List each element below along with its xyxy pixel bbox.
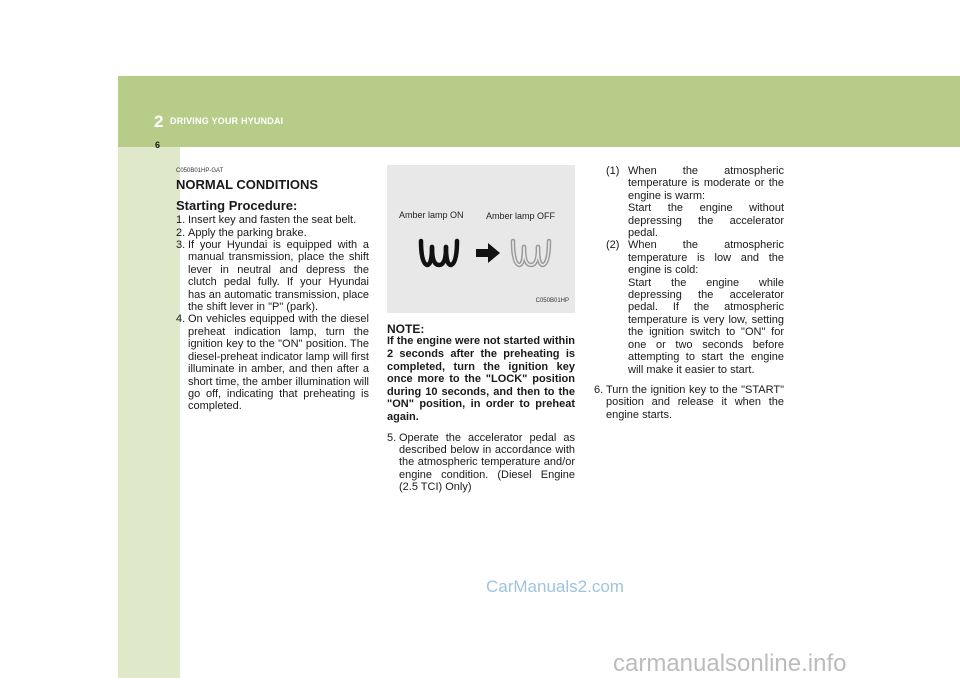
list-item: (1) When the atmospheric temperature is moderate or the engine is warm: Start the engine without depressing the accelerator pedal. (606, 165, 784, 240)
substep-condition: When the atmospheric temperature is moderate or the engine is warm: (628, 165, 784, 202)
list-item: 4. On vehicles equipped with the diesel preheat indication lamp, turn the ignition key to the "ON" position. The diesel-preheat indicator lamp will first illuminate in amber, and then after a short time, the amber illumination will go off, indicating that preheating is completed. (176, 313, 369, 413)
middle-column (387, 165, 575, 494)
side-strip (118, 147, 180, 678)
chapter-title: DRIVING YOUR HYUNDAI (170, 116, 284, 126)
step5-list (387, 432, 575, 494)
list-item: 2. Apply the parking brake. (176, 226, 307, 239)
note-title: NOTE: (387, 322, 425, 336)
substep-detail: Start the engine while depressing the accelerator pedal. If the atmospheric temperature is very low, setting the ignition switch to "ON" for one or two seconds before attempting to start the engine will make it easier to start. (628, 276, 784, 376)
list-item: (2) When the atmospheric temperature is low and the engine is cold: Start the engine while depressing the accelerator pedal. If the atmospheric temperature is very low, setting the ignition switch to "ON" for one or two seconds before attempting to start the engine will make it easier to start. (606, 239, 784, 376)
page-number: 6 (155, 140, 161, 150)
figure-caption: C050B01HP (535, 297, 569, 304)
subhead-starting-procedure: Starting Procedure: (176, 197, 298, 213)
left-column (176, 165, 369, 413)
chapter-number: 2 (154, 112, 164, 131)
label-amber-lamp-off: Amber lamp OFF (486, 211, 556, 221)
watermark-carmanuals2: CarManuals2.com (486, 577, 624, 596)
substep-detail: Start the engine without depressing the accelerator pedal. (628, 202, 784, 240)
section-code: C050B01HP-GAT (176, 168, 224, 174)
right-column (594, 165, 784, 421)
preheat-lamp-figure (387, 165, 575, 313)
note-text: If the engine were not started within 2 seconds after the preheating is completed, turn the ignition key once more to the "LOCK" position during 10 seconds, and then to the "ON" position, in order to preheat again. (387, 335, 575, 423)
substeps-list (606, 165, 784, 376)
arrow-right-icon (475, 242, 501, 264)
label-amber-lamp-on: Amber lamp ON (399, 210, 464, 220)
steps-list (176, 214, 369, 413)
watermark-carmanualsonline: carmanualsonline.info (613, 650, 847, 677)
substep-condition: When the atmospheric temperature is low and the engine is cold: (628, 239, 784, 277)
list-item: 3. If your Hyundai is equipped with a manual transmission, place the shift lever in neutral and depress the clutch pedal fully. If your Hyundai has an automatic transmission, place the shift lever in "P" (park). (176, 239, 369, 314)
list-item: 1. Insert key and fasten the seat belt. (176, 214, 357, 227)
glow-plug-lamp-off-icon (509, 237, 553, 269)
glow-plug-lamp-on-icon (417, 237, 461, 269)
section-title: NORMAL CONDITIONS (176, 177, 319, 193)
step6-list (594, 384, 784, 421)
list-item: 5. Operate the accelerator pedal as described below in accordance with the atmospheric temperature and/or engine condition. (Diesel Engine (2.5 TCI) Only) (387, 431, 575, 494)
list-item: 6. Turn the ignition key to the "START" position and release it when the engine starts. (594, 383, 784, 421)
header-band (118, 76, 960, 147)
